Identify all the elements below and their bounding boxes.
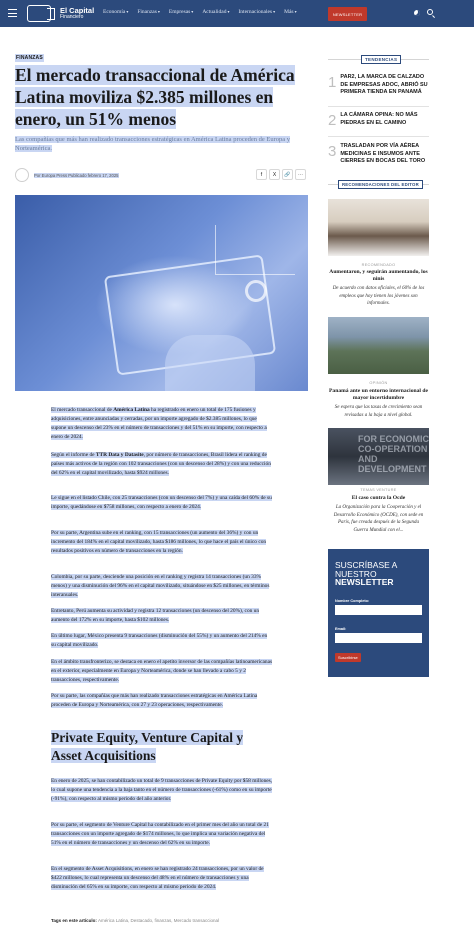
recommended-category: RECOMENDADO xyxy=(361,263,396,267)
recommended-image[interactable] xyxy=(328,199,429,256)
divider xyxy=(328,106,429,107)
article-category[interactable]: FINANZAS xyxy=(16,55,43,61)
x-icon[interactable]: X xyxy=(269,169,280,180)
article-hero-image xyxy=(15,195,308,391)
paragraph-5: Colombia, por su parte, desciende una posición en el ranking y registra 14 transacciones (un 33% menos) y una disminución del 96% en el capital movilizado, situándose en $25 millones, en términos interanuales. xyxy=(51,574,270,598)
email-field[interactable] xyxy=(335,633,422,643)
nav-item-actualidad[interactable]: Actualidad ▾ xyxy=(202,9,229,15)
newsletter-signup-box xyxy=(328,549,429,677)
dark-mode-toggle-icon[interactable] xyxy=(414,10,420,16)
name-field[interactable] xyxy=(335,605,422,615)
recommended-category: TEMAS VENTURE xyxy=(360,488,397,492)
article-subtitle: Las compañías que más han realizado transacciones estratégicas en América Latina proceden de Europa y Norteamérica. xyxy=(15,136,291,152)
email-field-label: Email: xyxy=(335,626,347,631)
byline-text[interactable]: Por Europa Press Publicado febrero 17, 2025 xyxy=(34,172,119,178)
paragraph-11: Por su parte, el segmento de Venture Capital ha contabilizado en el primer mes del año un total de 21 transacciones con un importe agregado de $174 millones, lo que implica una variación negativa del 51% en el número de transacciones y un descenso del 62% en su importe. xyxy=(51,822,269,846)
recommended-title[interactable]: Aumentaron, y seguirán aumentando, los ninis xyxy=(329,269,428,282)
recommended-category: OPINIÓN xyxy=(369,381,388,385)
link-icon[interactable]: 🔗 xyxy=(282,169,293,180)
nav-item-economia[interactable]: Economía ▾ xyxy=(103,9,128,15)
recommended-desc: De acuerdo con datos oficiales, el 60% de los empleos que hoy tienen los jóvenes son informales. xyxy=(332,286,425,306)
nav-item-internacionales[interactable]: Internacionales ▾ xyxy=(238,9,275,15)
main-nav xyxy=(103,9,306,15)
trending-item[interactable]: 1 PAR2, LA MARCA DE CALZADO DE EMPRESAS ADOC, ABRIÓ SU PRIMERA TIENDA EN PANAMÁ xyxy=(328,74,428,95)
recommended-image[interactable] xyxy=(328,317,429,374)
recommendations-heading: RECOMENDACIONES DEL EDITOR xyxy=(328,180,429,188)
trending-item[interactable]: 2 LA CÁMARA OPINA: NO MÁS PIEDRAS EN EL CAMINO xyxy=(328,112,418,129)
divider xyxy=(328,136,429,137)
oecd-watermark: FOR ECONOMIC CO-OPERATION AND DEVELOPMENT xyxy=(358,434,429,474)
paragraph-2: Según el informe de TTR Data y Datasite, por número de transacciones, Brasil lidera el ranking de países más activos de la región con 102 transacciones (con un descenso del 28%) y con una reducción del 62% en el capital movilizado, hasta $924 millones. xyxy=(51,452,271,476)
logo-line1: El Capital xyxy=(60,5,95,15)
subscribe-button[interactable]: Suscribirse xyxy=(335,653,361,662)
hamburger-menu-icon[interactable] xyxy=(8,9,17,17)
search-icon[interactable] xyxy=(427,9,433,15)
recommended-image[interactable] xyxy=(328,428,429,485)
recommended-desc: La Organización para la Cooperación y el Desarrollo Económico (OCDE), con sede en París, fue creada después de la Segunda Guerra Mundial con el... xyxy=(333,505,424,533)
paragraph-10: En enero de 2025, se han contabilizado un total de 9 transacciones de Private Equity por $58 millones, lo cual supone una tendencia a la baja tanto en el número de transacciones (-61%) como en su importe (-91%), con respecto al mismo periodo del año anterior. xyxy=(51,778,273,802)
author-avatar xyxy=(15,168,29,182)
site-logo[interactable] xyxy=(27,5,94,22)
recommended-title[interactable]: Panamá ante un entorno internacional de mayor incertidumbre xyxy=(329,388,428,401)
newsletter-title: SUSCRÍBASE A NUESTRO NEWSLETTER xyxy=(335,560,398,587)
share-buttons xyxy=(256,169,306,180)
paragraph-8: En el ámbito transfronterizo, se destaca en enero el apetito inversor de las compañías latinoamericanas en el exterior, especialmente en Europa y Norteamérica, donde se han llevado a cabo 5 y 2 transacciones, respectivamente. xyxy=(51,659,273,683)
paragraph-4: Por su parte, Argentina sube en el ranking, con 15 transacciones (un aumento del 36%) y con un incremento del 184% en el capital movilizado, hasta $186 millones, lo que hace el país el único con resultados positivos en número de transacciones en la región. xyxy=(51,530,267,554)
paragraph-12: En el segmento de Asset Acquisitions, en enero se han registrado 24 transacciones, por un valor de $422 millones, lo cual representa un descenso del 48% en el número de transacciones y una disminución del 65% en su importe, con respecto al mismo periodo de 2024. xyxy=(51,866,264,890)
newsletter-button[interactable]: NEWSLETTER xyxy=(328,7,367,21)
trending-item[interactable]: 3 TRASLADAN POR VÍA AÉREA MEDICINAS E INSUMOS ANTE CIERRES EN BOCAS DEL TORO xyxy=(328,143,426,164)
section-heading: Private Equity, Venture Capital y Asset Acquisitions xyxy=(51,730,244,763)
more-icon[interactable]: ⋯ xyxy=(295,169,306,180)
paragraph-3: Le sigue en el listado Chile, con 25 transacciones (con un descenso del 7%) y una caída del 60% de su importe, quedándose en $758 millones, con respecto a enero de 2024. xyxy=(51,495,272,510)
recommended-title[interactable]: El caso contra la Ocde xyxy=(351,495,406,501)
nav-item-finanzas[interactable]: Finanzas ▾ xyxy=(137,9,160,15)
nav-item-empresas[interactable]: Empresas ▾ xyxy=(169,9,193,15)
recommended-desc: Se espera que las tasas de crecimiento sean revisadas a la baja a nivel global. xyxy=(334,405,423,418)
trending-heading: TENDENCIAS xyxy=(328,55,429,63)
nav-item-mas[interactable]: Más ▾ xyxy=(284,9,297,15)
logo-line2: Financiero xyxy=(60,13,84,20)
article-tags: Tags en este artículo: América Latina, Destacado, finanzas, Mercado transaccional xyxy=(51,918,220,923)
name-field-label: Nombre Completo: xyxy=(335,598,370,603)
top-navigation-bar xyxy=(0,0,474,27)
paragraph-1: El mercado transaccional de América Latina ha registrado en enero un total de 175 fusiones y adquisiciones, entre anunciadas y cerradas, por un importe agregado de $2.385 millones, lo que supone un descenso del 23% en el número de transacciones y del 51% en su importe, con respecto a enero de 2024. xyxy=(51,407,267,440)
facebook-icon[interactable]: f xyxy=(256,169,267,180)
logo-mark xyxy=(27,5,51,22)
byline xyxy=(15,166,308,184)
article-title: El mercado transaccional de América Latina moviliza $2.385 millones en enero, un 51% menos xyxy=(15,65,295,129)
paragraph-6: Entretanto, Perú aumenta su actividad y registra 12 transacciones (un descenso del 20%), con un aumento del 172% en su importe, hasta $102 millones. xyxy=(51,608,260,623)
paragraph-9: Por su parte, las compañías que más han realizado transacciones estratégicas en América Latina proceden de Europa y Norteamérica, con 27 y 23 operaciones, respectivamente. xyxy=(51,693,258,708)
paragraph-7: En último lugar, México presenta 9 transacciones (disminución del 55%) y un aumento del 214% en su capital movilizado. xyxy=(51,633,268,648)
